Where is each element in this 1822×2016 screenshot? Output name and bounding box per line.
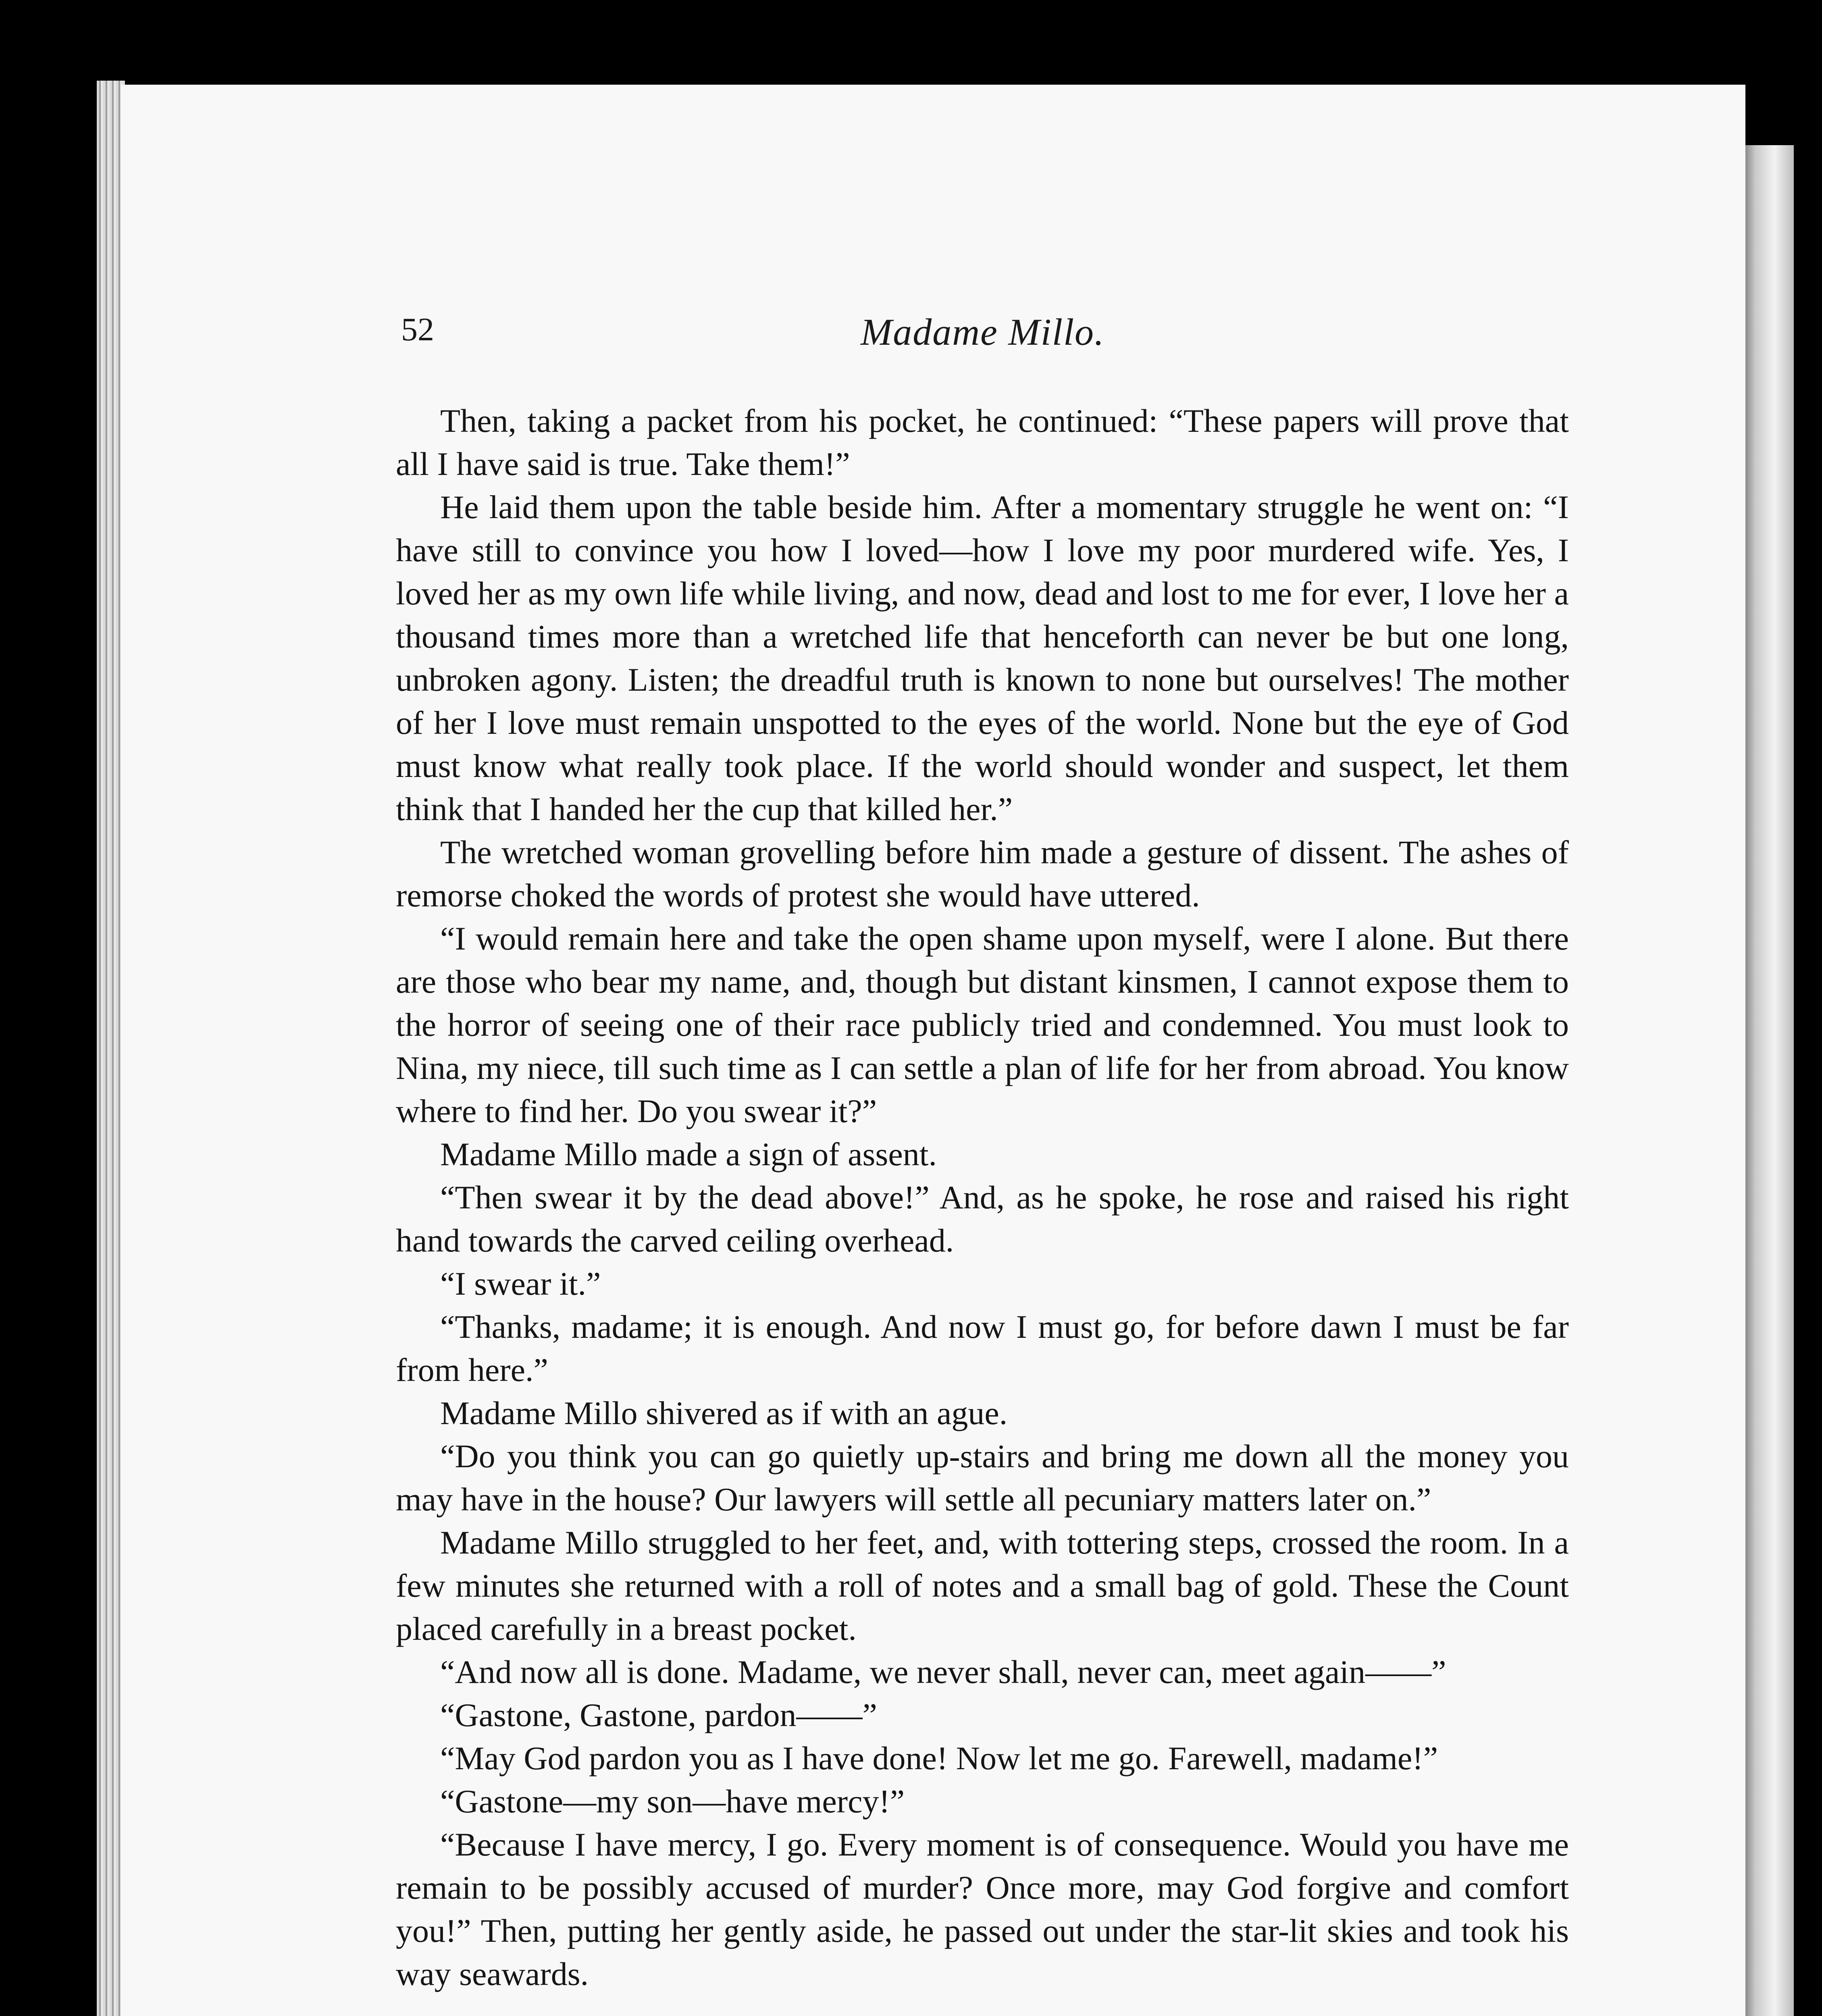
paragraph: The wretched woman grovelling before him made a gesture of dissent. The ashes of remorse choked the words of protest she would have uttered. [396, 834, 1569, 914]
paragraph: Madame Millo struggled to her feet, and, with tottering steps, crossed the room. In a few minutes she returned with a roll of notes and a small bag of gold. These the Count placed carefully in a breast pocket. [396, 1524, 1569, 1647]
page-header [401, 310, 1562, 355]
paragraph: Madame Millo shivered as if with an ague. [440, 1395, 1008, 1431]
paragraph: Madame Millo made a sign of assent. [440, 1136, 937, 1173]
paragraph: He laid them upon the table beside him. After a momentary struggle he went on: “I have still to convince you how I loved—how I love my poor murdered wife. Yes, I loved her as my own life while living, and now, dead and lost to me for ever, I love her a thousand times more than a wretched life that henceforth can never be but one long, unbroken agony. Listen; the dreadful truth is known to none but ourselves! The mother of her I love must remain unspotted to the eyes of the world. None but the eye of God must know what really took place. If the world should wonder and suspect, let them think that I handed her the cup that killed her.” [396, 489, 1569, 827]
paragraph: “Thanks, madame; it is enough. And now I must go, for before dawn I must be far from here.” [396, 1308, 1569, 1388]
paragraph: “I would remain here and take the open shame upon myself, were I alone. But there are those who bear my name, and, though but distant kinsmen, I cannot expose them to the horror of seeing one of their race publicly tried and condemned. You must look to Nina, my niece, till such time as I can settle a plan of life for her from abroad. You know where to find her. Do you swear it?” [396, 920, 1569, 1129]
paragraph: “Gastone, Gastone, pardon——” [440, 1697, 877, 1733]
running-title: Madame Millo. [861, 311, 1105, 353]
facing-page-edge [1745, 145, 1794, 2016]
paragraph: “I swear it.” [440, 1265, 601, 1302]
paragraph: “May God pardon you as I have done! Now let me go. Farewell, madame!” [440, 1740, 1438, 1776]
paragraph: “Do you think you can go quietly up-stairs and bring me down all the money you may have in the house? Our lawyers will settle all pecuniary matters later on.” [396, 1438, 1569, 1518]
paragraph: Then, taking a packet from his pocket, he continued: “These papers will prove that all I have said is true. Take them!” [396, 402, 1569, 482]
paragraph: “Because I have mercy, I go. Every moment is of consequence. Would you have me remain to be possibly accused of murder? Once more, may God forgive and comfort you!” Then, putting her gently aside, he passed out under the star-lit skies and took his way seawards. [396, 1826, 1569, 1992]
paragraph: “And now all is done. Madame, we never shall, never can, meet again——” [440, 1654, 1446, 1690]
page-number: 52 [401, 311, 434, 348]
paragraph: “Then swear it by the dead above!” And, as he spoke, he rose and raised his right hand towards the carved ceiling overhead. [396, 1179, 1569, 1259]
body-text [396, 399, 1569, 1995]
paragraph: “Gastone—my son—have mercy!” [440, 1783, 905, 1820]
